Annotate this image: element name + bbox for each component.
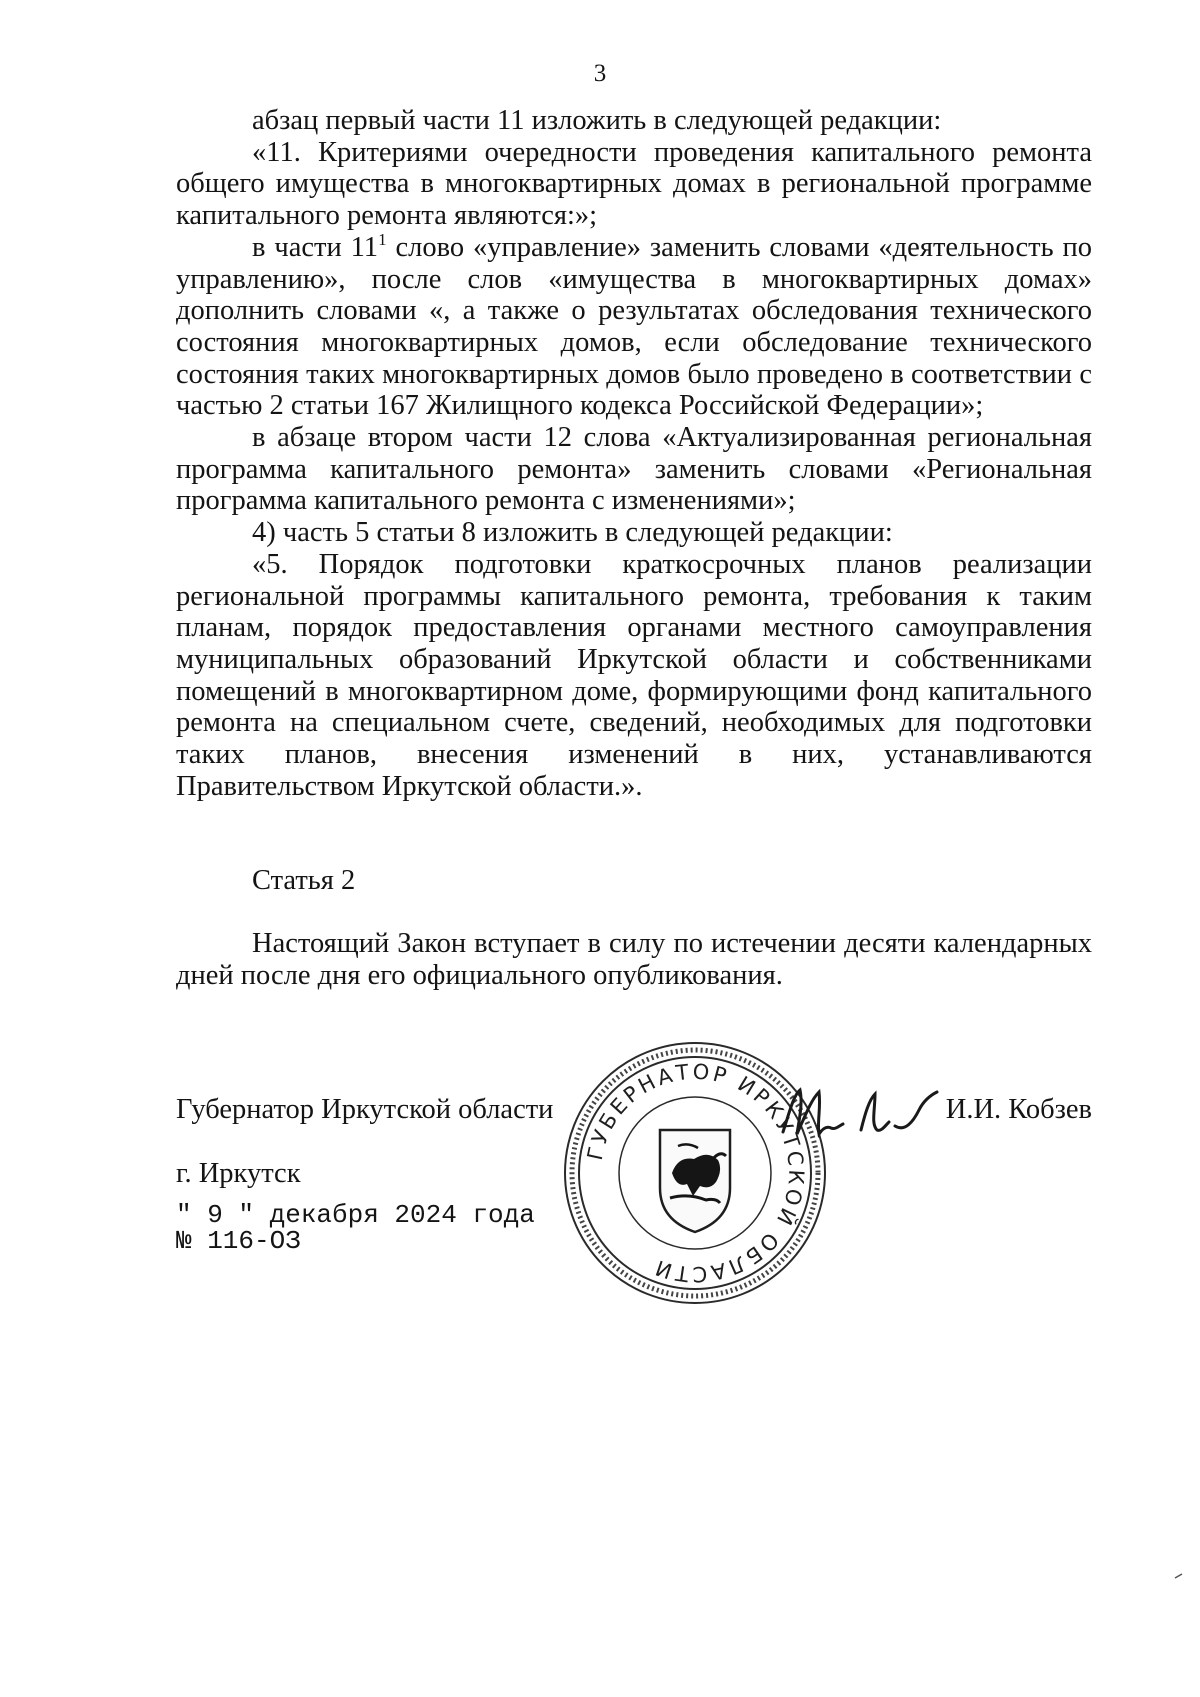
signing-city: г. Иркутск <box>176 1158 301 1189</box>
superscript: 1 <box>378 229 387 249</box>
amendments-text <box>176 105 1092 802</box>
page-number: 3 <box>593 60 607 87</box>
paragraph-fragment: в части 11 <box>252 231 379 263</box>
signatory-title: Губернатор Иркутской области <box>176 1094 554 1125</box>
paragraph: «5. Порядок подготовки краткосрочных планов реализации региональной программы капитального ремонта, требования к таким планам, порядок предоставления органами местного самоуправления муниципальных образований Иркутской области и собственниками помещений в многоквартирном доме, формирующими фонд капитального ремонта на специальном счете, сведений, необходимых для подготовки таких планов, внесения изменений в них, устанавливаются Правительством Иркутской области.». <box>176 548 1092 802</box>
paragraph: в абзаце втором части 12 слова «Актуализированная региональная программа капитального ремонта» заменить словами «Региональная программа капитального ремонта с изменениями»; <box>176 422 1092 517</box>
paragraph: 4) часть 5 статьи 8 изложить в следующей редакции: <box>252 517 893 549</box>
paragraph: абзац первый части 11 изложить в следующей редакции: <box>252 105 942 136</box>
signing-date: " 9 " декабря 2024 года <box>176 1200 535 1230</box>
seal-text: ГУБЕРНАТОР ИРКУТСКОЙ ОБЛАСТИ <box>582 1059 809 1287</box>
paragraph-fragment: слово «управление» заменить словами «деятельность по управлению», после слов «имущества в многоквартирных домах» дополнить словами «, а также о результатах обследования технического состояния многоквартирных домов, если обследование технического состояния таких многоквартирных домов было проведено в соответствии с частью 2 статьи 167 Жилищного кодекса Российской Федерации»; <box>176 231 1092 422</box>
article-heading: Статья 2 <box>252 865 356 896</box>
handwritten-signature <box>775 1070 945 1150</box>
coat-of-arms-icon <box>660 1130 730 1232</box>
paragraph: «11. Критериями очередности проведения капитального ремонта общего имущества в многоквартирных домах в региональной программе капитального ремонта являются:»; <box>176 136 1092 232</box>
law-number: № 116-ОЗ <box>176 1226 301 1256</box>
article-text: Настоящий Закон вступает в силу по истечении десяти календарных дней после дня его официального опубликования. <box>176 928 1092 991</box>
scan-speck <box>1174 1572 1184 1580</box>
signatory-name: И.И. Кобзев <box>945 1094 1092 1125</box>
paragraph <box>176 229 1092 422</box>
